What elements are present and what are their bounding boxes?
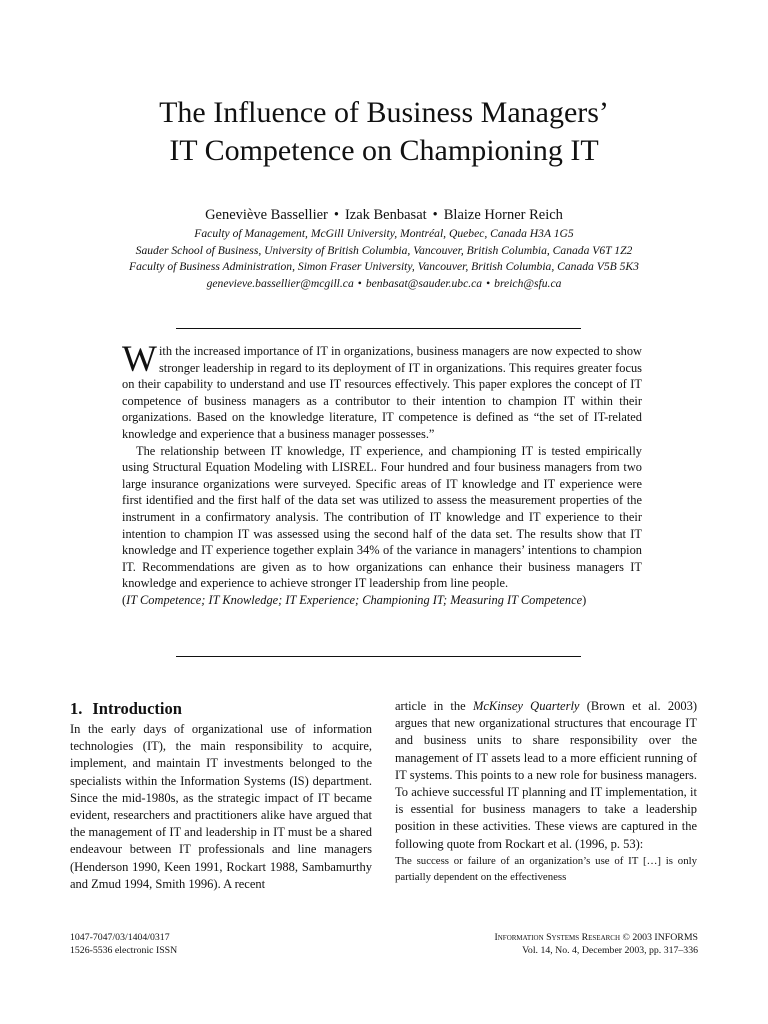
author-name: Izak Benbasat: [344, 207, 427, 223]
email-line: [0, 276, 768, 293]
footer-issn: 1047-7047/03/1404/0317 1526-5536 electronic ISSN: [70, 932, 178, 956]
author-email[interactable]: benbasat@sauder.ubc.ca: [365, 276, 483, 290]
drop-cap: W: [122, 339, 157, 380]
bullet-separator: •: [357, 276, 362, 290]
keywords-line: (IT Competence; IT Knowledge; IT Experience; Championing IT; Measuring IT Competence): [122, 592, 587, 607]
bullet-separator: •: [486, 276, 491, 290]
body-paragraph: In the early days of organizational use of information technologies (IT), the main responsibility to acquire, implement, and maintain IT investments belonged to the specialists within the Information Systems (IS) department. Since the mid-1980s, as the strategic impact of IT became evident, researchers and practitioners alike have argued that the management of IT and leadership in IT must be a shared endeavour between IT professionals and line managers (Henderson 1990, Keen 1991, Rockart 1988, Sambamurthy and Zmud 1994, Smith 1996). A recent: [70, 722, 372, 891]
journal-name: McKinsey Quarterly: [472, 699, 580, 713]
abstract-top-rule: [176, 328, 581, 329]
journal-title: Information Systems Research: [494, 932, 621, 943]
author-list: [0, 206, 768, 224]
author-name: Blaize Horner Reich: [443, 207, 563, 223]
author-email[interactable]: breich@sfu.ca: [494, 276, 562, 290]
bullet-separator: •: [432, 207, 438, 223]
right-column: [395, 698, 697, 885]
abstract-paragraph: With the increased importance of IT in organizations, business managers are now expected to show stronger leadership in regard to its deployment of IT in organizations. This requires greater focus on their capability to understand and use IT resources effectively. This paper explores the concept of IT competence of business managers as a contributor to their intention to champion IT within their organizations. Based on the knowledge literature, IT competence is defined as “the set of IT-related knowledge and experience that a business manager possesses.”: [122, 339, 642, 441]
author-email[interactable]: genevieve.bassellier@mcgill.ca: [206, 276, 354, 290]
section-title: Introduction: [92, 699, 182, 718]
left-column: [70, 698, 372, 893]
section-number: 1.: [70, 699, 83, 718]
footer-citation: Information Systems Research © 2003 INFORMS Vol. 14, No. 4, December 2003, pp. 317–336: [494, 932, 698, 956]
title-line-2: IT Competence on Championing IT: [169, 134, 599, 168]
keywords: IT Competence; IT Knowledge; IT Experience; Championing IT; Measuring IT Competence: [126, 592, 583, 607]
affiliation-line: Sauder School of Business, University of British Columbia, Vancouver, British Columbia, Canada V6T 1Z2: [135, 243, 633, 257]
author-name: Geneviève Bassellier: [205, 207, 328, 223]
abstract-bottom-rule: [176, 656, 581, 657]
abstract-paragraph: The relationship between IT knowledge, IT experience, and championing IT is tested empirically using Structural Equation Modeling with LISREL. Four hundred and four business managers from two large insurance organizations were surveyed. Specific areas of IT knowledge and IT experience were first identified and the first half of the data set was utilized to assess the measurement properties of the instrument in a confirmatory analysis. The contribution of IT knowledge and IT experience to their intention to champion IT was assessed using the second half of the data set. The results show that IT knowledge and IT experience together explain 34% of the variance in managers’ intentions to champion IT. Recommendations are given as to how organizations can enhance their business managers IT knowledge and experience to achieve stronger IT leadership from line people.: [122, 443, 642, 591]
bullet-separator: •: [333, 207, 339, 223]
body-paragraph: article in the McKinsey Quarterly (Brown et al. 2003) argues that new organizational structures that encourage IT and business units to share responsibility over the management of IT assets lead to a more efficient running of IT systems. This points to a new role for business managers. To achieve successful IT planning and IT implementation, it is essential for business managers to take a leadership position in these activities. These views are captured in the following quote from Rockart et al. (1996, p. 53):: [395, 699, 697, 851]
affiliation-line: Faculty of Management, McGill University, Montréal, Quebec, Canada H3A 1G5: [194, 227, 574, 240]
abstract: [122, 339, 642, 609]
affiliation-block: [0, 226, 768, 292]
block-quote: The success or failure of an organization’s use of IT […] is only partially dependent on the effectiveness: [395, 854, 697, 883]
affiliation-line: Faculty of Business Administration, Simon Fraser University, Vancouver, British Columbia, Canada V5B 5K3: [129, 260, 639, 273]
title-line-1: The Influence of Business Managers’: [159, 96, 609, 130]
section-heading: [70, 698, 372, 720]
paper-title: [0, 94, 768, 170]
